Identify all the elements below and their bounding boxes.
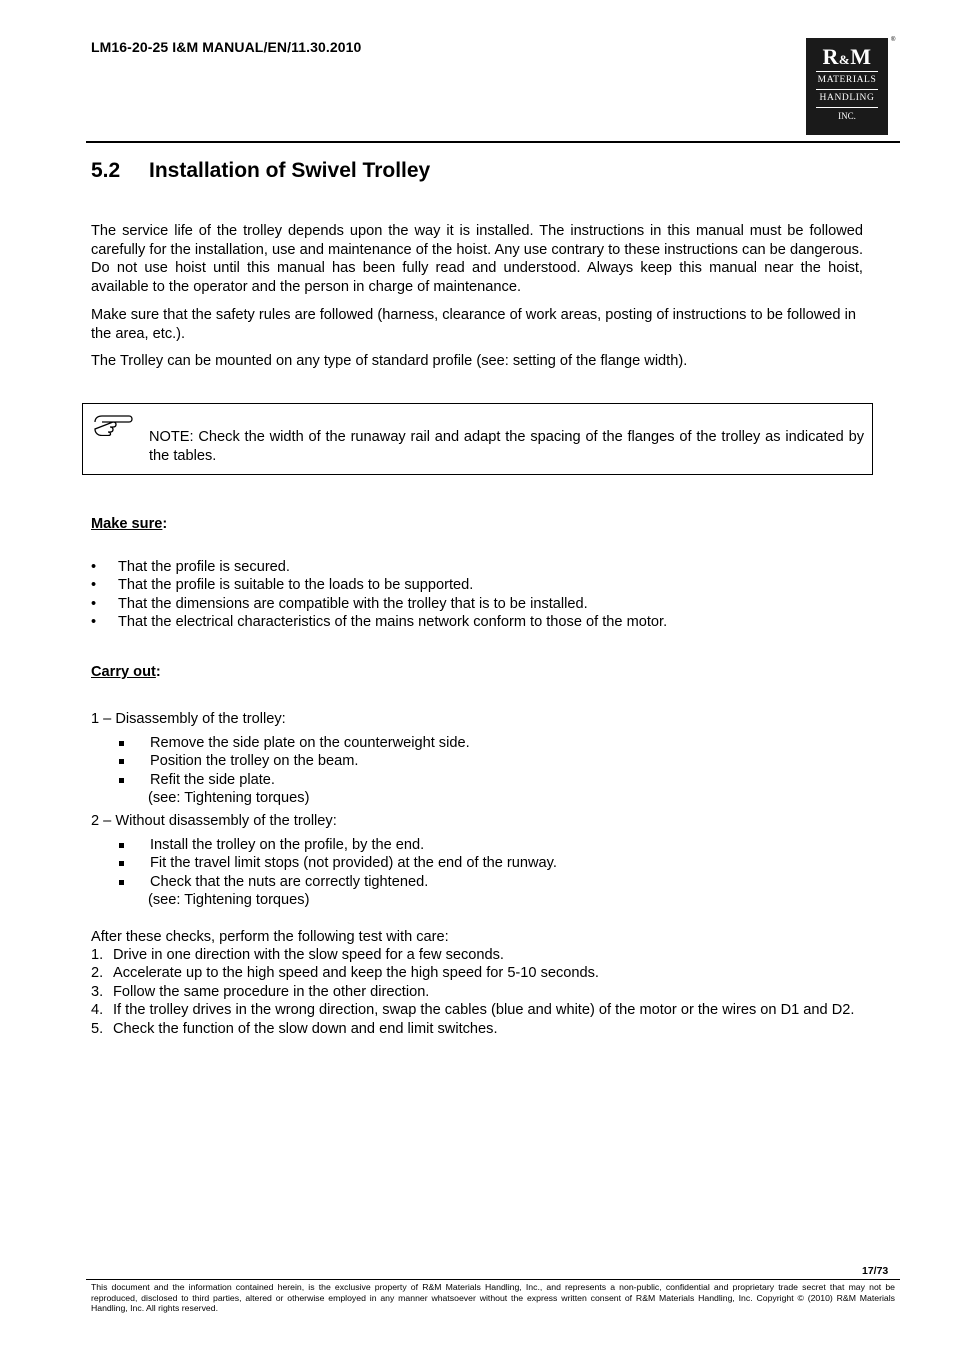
- list-item: • That the profile is suitable to the loads to be supported.: [91, 577, 474, 594]
- page-number: 17/73: [862, 1265, 889, 1277]
- carry-out-heading: Carry out:: [91, 664, 161, 680]
- note-box: [82, 403, 873, 475]
- option-1-list: [118, 734, 470, 789]
- section-title-text: Installation of Swivel Trolley: [149, 159, 431, 182]
- list-item: • That the profile is secured.: [91, 559, 290, 575]
- option-2-title: 2 – Without disassembly of the trolley:: [91, 813, 337, 829]
- list-item: 2. Accelerate up to the high speed and keep the high speed for 5-10 seconds.: [91, 965, 599, 982]
- note-text: NOTE: Check the width of the runaway rail and adapt the spacing of the flanges of the trolley as indicated by the tables.: [149, 429, 864, 464]
- option-1-title: 1 – Disassembly of the trolley:: [91, 711, 286, 727]
- option-2-list: [118, 836, 557, 891]
- test-intro: After these checks, perform the following test with care:: [91, 929, 449, 945]
- footer-divider: [86, 1279, 900, 1280]
- legal-notice: This document and the information contained herein, is the exclusive property of R&M Materials Handling, Inc., and represents a non-public, confidential and proprietary trade secret that may not be reproduced, disclosed to third parties, altered or otherwise employed in any manner whatsoever without the express written consent of R&M Materials Handling, Inc. Copyright © (2010) R&M Materials Handling, Inc. All rights reserved.: [91, 1282, 895, 1314]
- header-divider: [86, 141, 900, 143]
- logo-brand: R&M: [822, 44, 872, 69]
- list-item: Refit the side plate.: [118, 771, 470, 789]
- make-sure-list: [91, 558, 667, 632]
- section-title: [91, 159, 430, 183]
- list-item: Check that the nuts are correctly tightened.: [118, 873, 557, 891]
- logo-line-materials: MATERIALS: [817, 75, 877, 85]
- company-logo: [806, 38, 888, 135]
- section-number: 5.2: [91, 159, 121, 182]
- make-sure-heading: Make sure:: [91, 516, 168, 532]
- option-2-see: (see: Tightening torques): [148, 892, 310, 908]
- list-item: • That the electrical characteristics of the mains network conform to those of the motor.: [91, 614, 668, 631]
- intro-paragraph-1: The service life of the trolley depends upon the way it is installed. The instructions in this manual must be followed carefully for the installation, use and maintenance of the hoist. Any use contrary to these instructions can be dangerous. Do not use hoist until this manual has been fully read and understood. Always keep this manual near the hoist, available to the operator and the person in charge of maintenance.: [91, 223, 863, 295]
- pointing-hand-icon: [93, 412, 133, 436]
- test-steps: [91, 946, 863, 1038]
- list-item: • That the dimensions are compatible with the trolley that is to be installed.: [91, 595, 588, 612]
- list-item: Install the trolley on the profile, by the end.: [118, 836, 557, 854]
- list-item: Remove the side plate on the counterweight side.: [118, 734, 470, 752]
- logo-line-handling: HANDLING: [819, 93, 875, 103]
- document-code: LM16-20-25 I&M MANUAL/EN/11.30.2010: [91, 39, 362, 55]
- intro-paragraph-2: Make sure that the safety rules are followed (harness, clearance of work areas, posting of instructions to be followed in the area, etc.).: [91, 307, 856, 342]
- registered-mark: ®: [891, 37, 896, 43]
- list-item: Fit the travel limit stops (not provided) at the end of the runway.: [118, 854, 557, 872]
- logo-line-inc: INC.: [838, 111, 856, 121]
- list-item: 3. Follow the same procedure in the other direction.: [91, 983, 430, 1000]
- list-item: Position the trolley on the beam.: [118, 752, 470, 770]
- option-1-see: (see: Tightening torques): [148, 790, 310, 806]
- intro-paragraph-3: The Trolley can be mounted on any type of standard profile (see: setting of the flange width).: [91, 353, 688, 369]
- list-item: 5. Check the function of the slow down and end limit switches.: [91, 1020, 498, 1037]
- list-item: 1. Drive in one direction with the slow speed for a few seconds.: [91, 947, 504, 963]
- list-item: 4. If the trolley drives in the wrong direction, swap the cables (blue and white) of the motor or the wires on D1 and D2.: [91, 1002, 855, 1019]
